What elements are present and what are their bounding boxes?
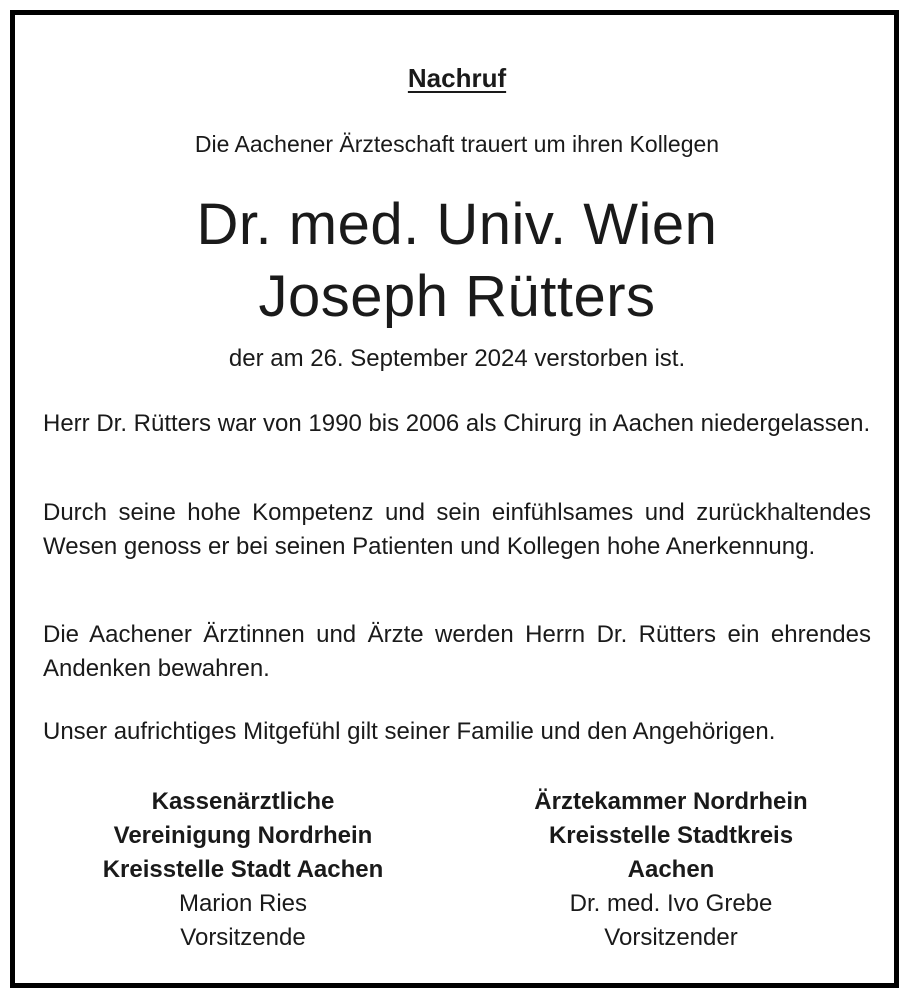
deceased-name-line-2: Joseph Rütters — [258, 264, 656, 329]
date-of-death-text: der am 26. September 2024 verstorben ist. — [228, 345, 686, 372]
signature-person: Marion Ries — [178, 890, 308, 917]
signature-org-line: Kreisstelle Stadt Aachen — [102, 856, 384, 883]
deceased-name — [43, 189, 871, 333]
signature-role: Vorsitzender — [604, 924, 738, 951]
signature-org-line: Kassenärztliche — [151, 788, 335, 815]
paragraph-character: Durch seine hohe Kompetenz und sein einfühlsames und zurückhaltendes Wesen genoss er bei seinen Patienten und Kollegen hohe Anerkennung. — [43, 499, 871, 560]
paragraph-remembrance: Die Aachener Ärztinnen und Ärzte werden Herrn Dr. Rütters ein ehrendes Andenken bewahren. — [43, 621, 871, 682]
deceased-name-line-1: Dr. med. Univ. Wien — [196, 192, 718, 257]
signature-org-line: Ärztekammer Nordrhein — [534, 788, 808, 815]
obituary-frame — [10, 10, 899, 988]
signature-org-line: Aachen — [627, 856, 715, 883]
signature-role: Vorsitzende — [180, 924, 306, 951]
signature-person: Dr. med. Ivo Grebe — [569, 890, 773, 917]
paragraph-career: Herr Dr. Rütters war von 1990 bis 2006 als Chirurg in Aachen niedergelassen. — [43, 410, 871, 437]
signature-org-line: Vereinigung Nordrhein — [113, 822, 373, 849]
signature-aek-nordrhein — [471, 785, 871, 955]
obituary-heading: Nachruf — [407, 63, 507, 93]
intro-text: Die Aachener Ärzteschaft trauert um ihren Kollegen — [194, 131, 720, 157]
signature-org-line: Kreisstelle Stadtkreis — [548, 822, 794, 849]
paragraph-condolence: Unser aufrichtiges Mitgefühl gilt seiner Familie und den Angehörigen. — [43, 718, 776, 745]
signature-kv-nordrhein — [43, 785, 443, 955]
